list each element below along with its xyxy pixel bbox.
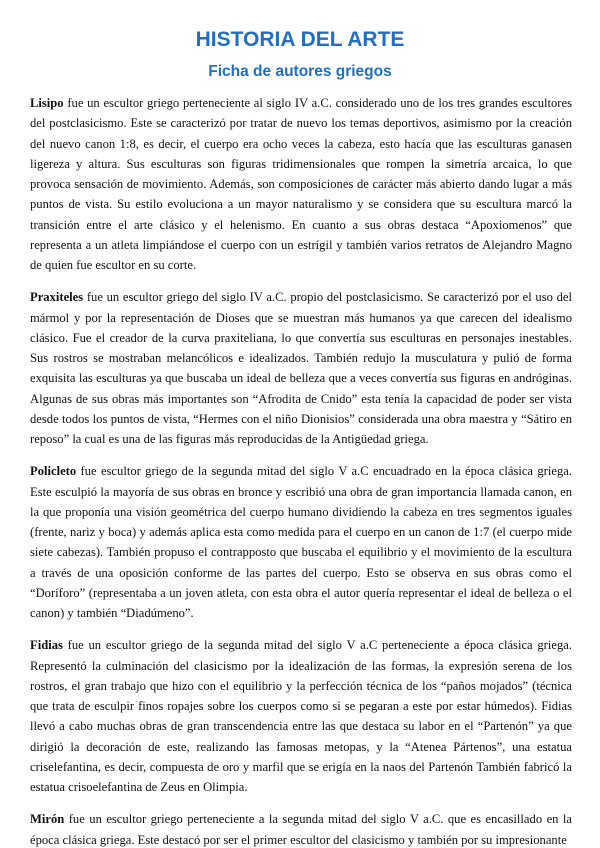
author-description: fue un escultor griego de la segunda mitad del siglo V a.C perteneciente a época clásica griega. Representó la culminación del clasicismo por la idealización de las formas, la expresión serena de los rostros, el gran trabajo que hizo con el equilibrio y la perfección técnica de los “paños mojados” (técnica que trata de esculpir finos ropajes sobre los cuerpos como si se pegaran a este por estar húmedos). Fidias llevó a cabo muchas obras de gran transcendencia entre las que destaca su labor en el “Partenón” ya que dirigió la decoración de este, realizando las famosas metopas, y la “Atenea Pártenos”, una estatua criselefantina, es decir, compuesta de oro y marfil que se erigía en la naos del Partenón También fabricó la estatua crisoelefantina de Zeus en Olimpia. bbox=[30, 638, 572, 794]
author-description: fue un escultor griego perteneciente al siglo IV a.C. considerado uno de los tres grandes escultores del postclasicismo. Este se caracterizó por tratar de nuevo los temas deportivos, asimismo por la creación del nuevo canon 1:8, es decir, el cuerpo era ocho veces la cabeza, esto hacía que las esculturas ganasen ligereza y altura. Sus esculturas son figuras tridimensionales que rompen la simetría arcaica, lo que provoca sensación de movimiento. Además, son composiciones de carácter más abierto dando lugar a más puntos de vista. Su estilo evoluciona a un mayor naturalismo y se considera que su escultura marcó la transición entre el arte clásico y el helenismo. En cuanto a sus obras destaca “Apoxiomenos” que representa a un atleta limpiándose el cuerpo con un estrígil y también varios retratos de Alejandro Magno de quien fue escultor en su corte. bbox=[30, 96, 572, 272]
document-subtitle: Ficha de autores griegos bbox=[208, 63, 392, 80]
document-body bbox=[30, 93, 572, 848]
author-description: fue escultor griego de la segunda mitad del siglo V a.C encuadrado en la época clásica griega. Este esculpió la mayoría de sus obras en bronce y escribió una obra de gran importancia llamada canon, en la que proponía una visión geométrica del cuerpo humano dividiendo la cabeza en tres segmentos iguales (frente, nariz y boca) y además aplica esta como medida para el cuerpo en un canon de 1:7 (el cuerpo mide siete cabezas). También propuso el contrapposto que buscaba el equilibrio y el movimiento de la escultura a través de una oposición conforme de las partes del cuerpo. Esto se observa en sus obras como el “Doríforo” (representaba a un joven atleta, con esta obra el autor quería representar el ideal de belleza o el canon) y también “Diadúmeno”. bbox=[30, 464, 572, 620]
author-name: Policleto bbox=[30, 464, 77, 479]
author-description: fue un escultor griego del siglo IV a.C. propio del postclasicismo. Se caracterizó por el uso del mármol y por la representación de Dioses que se muestran más humanos ya que carecen del idealismo clásico. Fue el creador de la curva praxiteliana, lo que convertía sus esculturas en personajes inestables. Sus rostros se mostraban melancólicos e idealizados. También redujo la musculatura y pulió de forma exquisita las esculturas ya que buscaba un ideal de belleza que a veces convertía sus figuras en andróginas. Algunas de sus obras más importantes son “Afrodita de Cnido” esta tenía la capacidad de poder ser vista desde todos los puntos de vista, “Hermes con el niño Dionisios” considerada una obra maestra y “Sátiro en reposo” la cual es una de las figuras más reproducidas de la Antigüedad griega. bbox=[30, 290, 572, 446]
document-title: HISTORIA DEL ARTE bbox=[195, 28, 405, 51]
author-name: Praxiteles bbox=[30, 290, 84, 305]
paragraph-lisipo bbox=[30, 93, 572, 275]
author-description: fue un escultor griego perteneciente a la segunda mitad del siglo V a.C. que es encasillado en la época clásica griega. Este destacó por ser el primer escultor del clasicismo y también por su impresionante bbox=[30, 812, 572, 847]
paragraph-praxiteles bbox=[30, 287, 572, 449]
paragraph-policleto bbox=[30, 461, 572, 623]
author-name: Lisipo bbox=[30, 96, 64, 110]
author-name: Mirón bbox=[30, 812, 65, 827]
paragraph-miron bbox=[30, 809, 572, 848]
paragraph-fidias bbox=[30, 635, 572, 797]
author-name: Fidias bbox=[30, 638, 63, 653]
